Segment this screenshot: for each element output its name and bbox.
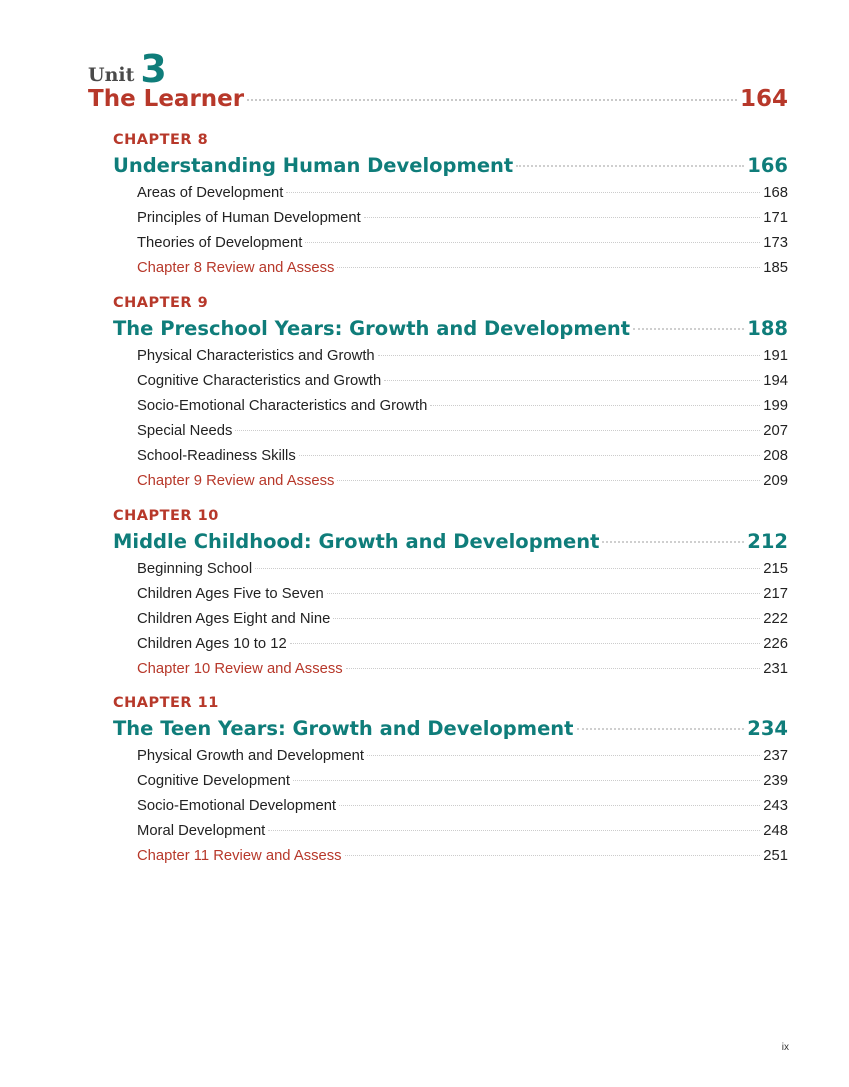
chapter-title-entry[interactable]: [113, 152, 788, 180]
review-title: Chapter 10 Review and Assess: [137, 661, 343, 677]
dot-leader: [299, 455, 761, 456]
unit-title: The Learner: [88, 86, 245, 112]
section-list: [113, 557, 788, 682]
section-title: Theories of Development: [137, 235, 303, 251]
chapter-title-entry[interactable]: [113, 315, 788, 343]
chapter-title: Middle Childhood: Growth and Development: [113, 530, 600, 553]
folio-page-number: ix: [781, 1042, 789, 1053]
section-page-number: 222: [763, 611, 788, 627]
section-page-number: 194: [763, 373, 788, 389]
review-entry[interactable]: [137, 469, 788, 494]
section-title: Cognitive Characteristics and Growth: [137, 373, 382, 389]
section-title: Children Ages Five to Seven: [137, 586, 324, 602]
dot-leader: [516, 165, 744, 167]
dot-leader: [346, 668, 761, 669]
section-entry[interactable]: [137, 769, 788, 794]
section-entry[interactable]: [137, 344, 788, 369]
section-entry[interactable]: [137, 794, 788, 819]
section-title: Areas of Development: [137, 185, 284, 201]
section-title: School-Readiness Skills: [137, 448, 296, 464]
chapter-label: CHAPTER 8: [113, 132, 209, 148]
section-title: Socio-Emotional Characteristics and Growth: [137, 398, 428, 414]
review-title: Chapter 11 Review and Assess: [137, 848, 342, 864]
chapter-page-number: 212: [747, 530, 788, 553]
dot-leader: [327, 593, 761, 594]
dot-leader: [345, 855, 761, 856]
chapter-label: CHAPTER 11: [113, 695, 219, 711]
section-entry[interactable]: [137, 444, 788, 469]
section-entry[interactable]: [137, 231, 788, 256]
chapter-page-number: 166: [747, 154, 788, 177]
dot-leader: [293, 780, 760, 781]
unit-number: 3: [140, 47, 167, 91]
section-title: Cognitive Development: [137, 773, 290, 789]
dot-leader: [333, 618, 760, 619]
section-title: Beginning School: [137, 561, 253, 577]
review-page-number: 231: [763, 661, 788, 677]
section-title: Children Ages 10 to 12: [137, 636, 287, 652]
section-page-number: 199: [763, 398, 788, 414]
dot-leader: [577, 728, 745, 730]
review-entry[interactable]: [137, 657, 788, 682]
section-page-number: 226: [763, 636, 788, 652]
section-page-number: 171: [763, 210, 788, 226]
section-page-number: 208: [763, 448, 788, 464]
dot-leader: [337, 267, 760, 268]
section-entry[interactable]: [137, 632, 788, 657]
chapter-label: CHAPTER 10: [113, 508, 219, 524]
section-entry[interactable]: [137, 181, 788, 206]
section-list: [113, 744, 788, 869]
section-entry[interactable]: [137, 607, 788, 632]
section-title: Moral Development: [137, 823, 266, 839]
dot-leader: [255, 568, 760, 569]
dot-leader: [247, 99, 737, 101]
section-page-number: 173: [763, 235, 788, 251]
dot-leader: [268, 830, 760, 831]
section-entry[interactable]: [137, 369, 788, 394]
section-list: [113, 344, 788, 494]
section-title: Special Needs: [137, 423, 233, 439]
section-entry[interactable]: [137, 582, 788, 607]
dot-leader: [384, 380, 760, 381]
section-entry[interactable]: [137, 419, 788, 444]
section-title: Children Ages Eight and Nine: [137, 611, 331, 627]
chapter-page-number: 234: [747, 717, 788, 740]
dot-leader: [367, 755, 760, 756]
chapter-block: [113, 131, 788, 281]
unit-page-number: 164: [739, 86, 788, 112]
section-page-number: 217: [763, 586, 788, 602]
dot-leader: [286, 192, 760, 193]
section-list: [113, 181, 788, 281]
section-page-number: 239: [763, 773, 788, 789]
review-title: Chapter 8 Review and Assess: [137, 260, 335, 276]
section-title: Physical Growth and Development: [137, 748, 364, 764]
dot-leader: [364, 217, 761, 218]
review-page-number: 185: [763, 260, 788, 276]
section-entry[interactable]: [137, 206, 788, 231]
section-title: Principles of Human Development: [137, 210, 361, 226]
chapter-block: [113, 507, 788, 682]
dot-leader: [337, 480, 760, 481]
review-page-number: 209: [763, 473, 788, 489]
chapter-title-entry[interactable]: [113, 715, 788, 743]
unit-heading: [88, 47, 167, 91]
chapter-title-entry[interactable]: [113, 528, 788, 556]
section-page-number: 215: [763, 561, 788, 577]
review-entry[interactable]: [137, 256, 788, 281]
dot-leader: [633, 328, 744, 330]
section-page-number: 207: [763, 423, 788, 439]
chapter-label: CHAPTER 9: [113, 295, 209, 311]
dot-leader: [430, 405, 760, 406]
chapter-title: The Preschool Years: Growth and Development: [113, 317, 631, 340]
chapter-block: [113, 294, 788, 494]
section-entry[interactable]: [137, 744, 788, 769]
section-page-number: 243: [763, 798, 788, 814]
review-title: Chapter 9 Review and Assess: [137, 473, 335, 489]
review-entry[interactable]: [137, 844, 788, 869]
dot-leader: [305, 242, 760, 243]
dot-leader: [235, 430, 760, 431]
dot-leader: [378, 355, 761, 356]
unit-label: Unit: [88, 64, 135, 86]
section-page-number: 237: [763, 748, 788, 764]
dot-leader: [339, 805, 760, 806]
chapter-title: Understanding Human Development: [113, 154, 514, 177]
section-entry[interactable]: [137, 819, 788, 844]
dot-leader: [290, 643, 761, 644]
chapter-title: The Teen Years: Growth and Development: [113, 717, 574, 740]
section-entry[interactable]: [137, 394, 788, 419]
section-entry[interactable]: [137, 557, 788, 582]
section-page-number: 191: [763, 348, 788, 364]
chapter-block: [113, 694, 788, 869]
dot-leader: [602, 541, 744, 543]
section-page-number: 248: [763, 823, 788, 839]
review-page-number: 251: [763, 848, 788, 864]
section-page-number: 168: [763, 185, 788, 201]
section-title: Physical Characteristics and Growth: [137, 348, 375, 364]
chapter-page-number: 188: [747, 317, 788, 340]
unit-title-entry[interactable]: [88, 86, 788, 112]
section-title: Socio-Emotional Development: [137, 798, 337, 814]
